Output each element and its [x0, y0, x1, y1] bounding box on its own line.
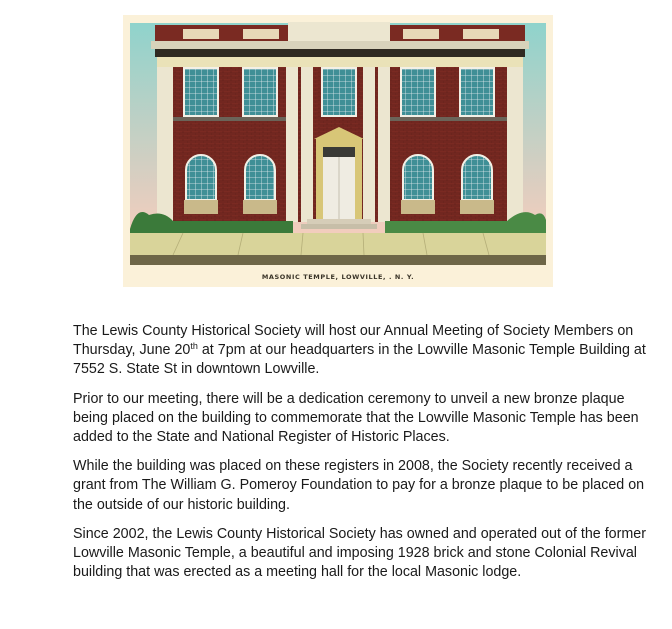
ordinal-suffix: th [190, 341, 198, 352]
postcard-caption: MASONIC TEMPLE, LOWVILLE, . N. Y. [261, 273, 415, 281]
paragraph-text: at 7pm at our headquarters in the Lowville Masonic Temple Building at 7552 S. State St in downtown Lowville. [73, 342, 646, 378]
paragraph-annual-meeting [73, 322, 653, 380]
paragraph-text: The Lewis County Historical Society will host our Annual Meeting of Society Members on Thursday, June 20 [73, 323, 634, 359]
paragraph-dedication-ceremony: Prior to our meeting, there will be a dedication ceremony to unveil a new bronze plaque being placed on the building to commemorate that the Lowville Masonic Temple has been added to the State and National Register of Historic Places. [73, 390, 639, 446]
masonic-temple-postcard-image [123, 15, 553, 287]
paragraph-registers-grant: While the building was placed on these registers in 2008, the Society recently received a grant from The William G. Pomeroy Foundation to pay for a bronze plaque to be placed on the outside of our historic building. [73, 458, 645, 513]
article-body [73, 322, 653, 592]
building-illustration [123, 15, 553, 287]
paragraph-building-history: Since 2002, the Lewis County Historical Society has owned and operated out of the former Lowville Masonic Temple, a beautiful and imposing 1928 brick and stone Colonial Revival building that was erected as a meeting hall for the local Masonic lodge. [73, 525, 646, 581]
